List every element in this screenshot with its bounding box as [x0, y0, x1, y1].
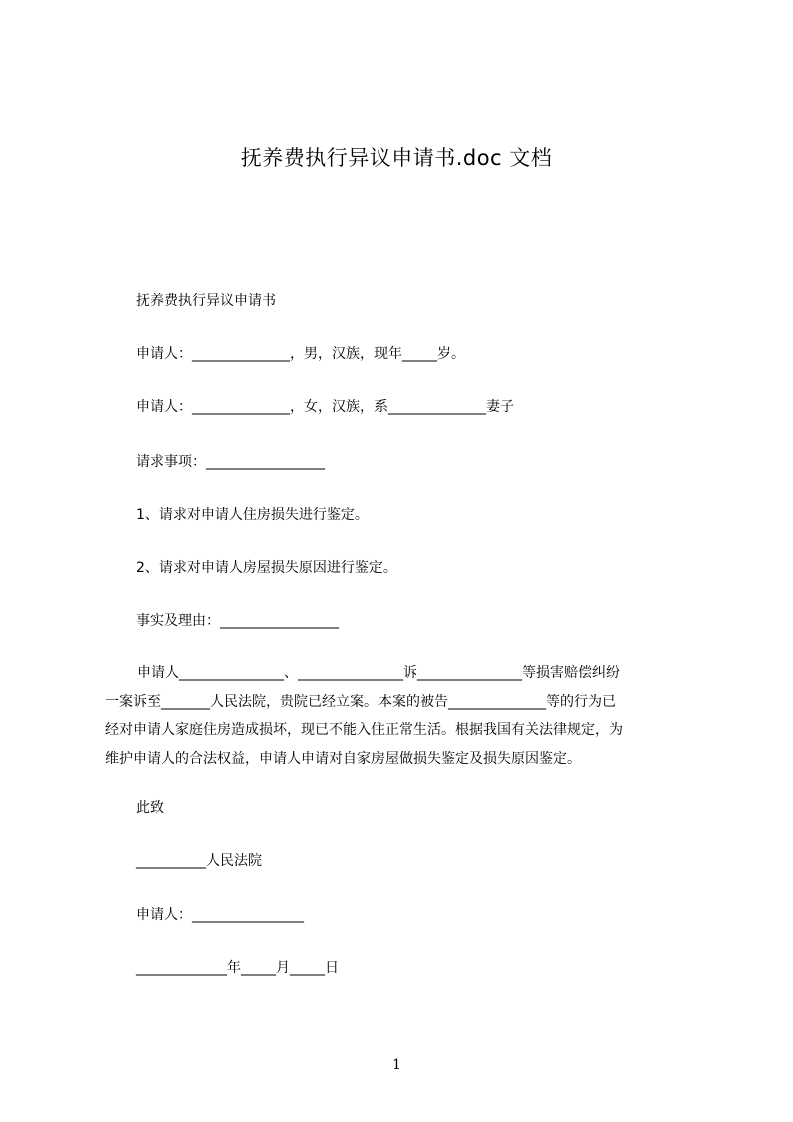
paragraph-line: 申请人_______________、_______________诉_______________等损害赔偿纠纷 [137, 665, 620, 681]
court-line: __________人民法院 [136, 853, 262, 869]
date-line: _____________年_____月_____日 [136, 960, 339, 976]
paragraph-line: 经对申请人家庭住房造成损坏，现已不能入住正常生活。根据我国有关法律规定，为 [105, 722, 623, 738]
paragraph-line: 一案诉至_______人民法院，贵院已经立案。本案的被告______________等的行为已 [105, 693, 616, 710]
facts-paragraph [105, 659, 703, 773]
applicant-line-2: 申请人：______________，女，汉族，系______________妻子 [136, 399, 514, 415]
request-items-label: 请求事项：_________________ [136, 454, 325, 470]
document-title: 抚养费执行异议申请书.doc 文档 [240, 146, 553, 170]
paragraph-line: 维护申请人的合法权益，申请人申请对自家房屋做损失鉴定及损失原因鉴定。 [105, 750, 581, 767]
request-item-1: 1、请求对申请人住房损失进行鉴定。 [136, 507, 369, 523]
request-item-2: 2、请求对申请人房屋损失原因进行鉴定。 [136, 560, 397, 576]
applicant-line-1: 申请人：______________，男，汉族，现年_____岁。 [136, 346, 465, 362]
document-heading: 抚养费执行异议申请书 [136, 293, 276, 309]
page-number: 1 [392, 1057, 401, 1073]
facts-label: 事实及理由：_________________ [136, 613, 339, 629]
closing-text: 此致 [136, 800, 164, 816]
signature-line: 申请人：________________ [136, 907, 304, 923]
